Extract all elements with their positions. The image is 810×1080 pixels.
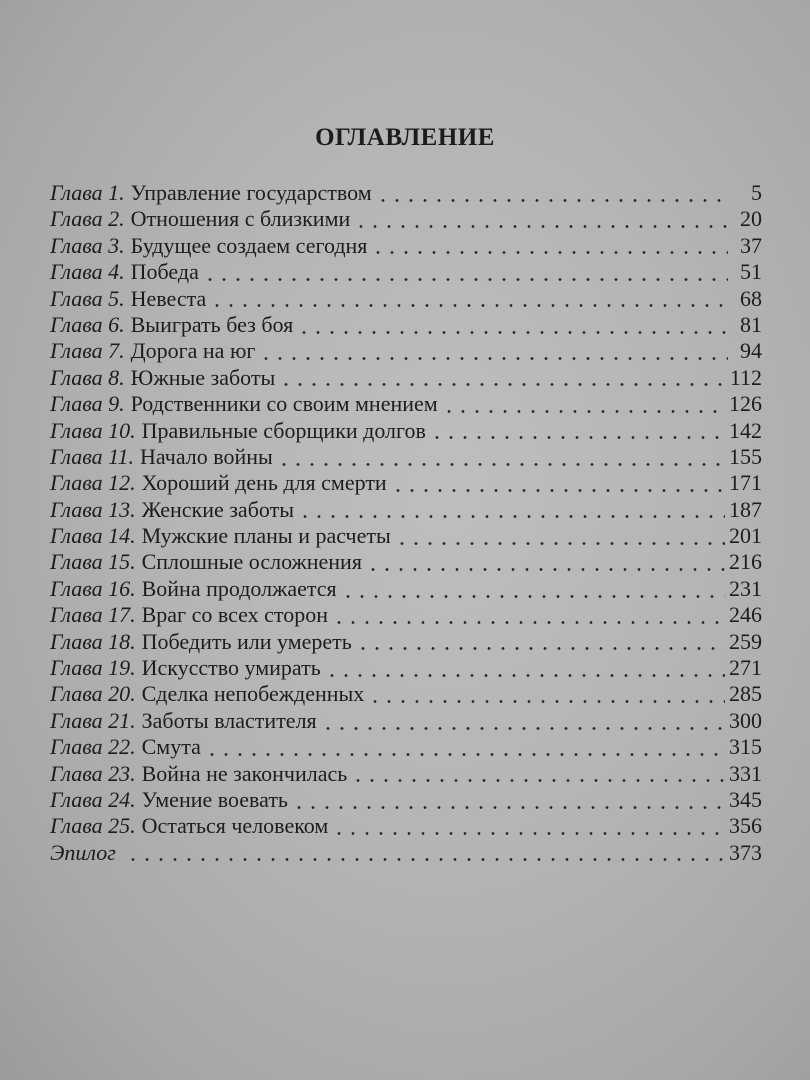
toc-entry-12 <box>50 470 762 496</box>
chapter-label: Глава 1. <box>50 180 125 205</box>
page-number: 216 <box>729 549 762 575</box>
page-number: 201 <box>729 523 762 549</box>
dot-leader <box>371 251 728 254</box>
page-number: 271 <box>729 655 762 681</box>
toc-entry-8 <box>50 365 762 391</box>
chapter-label: Глава 25. <box>50 813 136 839</box>
dot-leader <box>376 199 728 202</box>
chapter-label: Глава 8. <box>50 364 125 390</box>
page-number: 112 <box>729 364 762 390</box>
page-number: 345 <box>729 786 762 812</box>
chapter-title: Начало войны <box>139 443 273 469</box>
chapter-title: Умение воевать <box>141 786 288 812</box>
page-number: 126 <box>729 391 762 417</box>
chapter-label: Глава 7. <box>50 338 125 364</box>
chapter-title: Будущее создаем сегодня <box>130 232 368 258</box>
chapter-title: Дорога на юг <box>130 338 256 364</box>
chapter-title: Женские заботы <box>141 496 294 522</box>
toc-entry-23 <box>50 761 762 787</box>
chapter-label: Глава 16. <box>50 575 136 601</box>
toc-entry-13 <box>50 497 762 523</box>
chapter-label: Глава 15. <box>50 549 136 575</box>
toc-entry-1 <box>50 180 762 206</box>
chapter-label: Глава 22. <box>50 734 136 760</box>
chapter-title: Отношения с близкими <box>130 206 351 232</box>
dot-leader <box>210 304 728 307</box>
toc-entry-15 <box>50 549 762 575</box>
chapter-title: Заботы властителя <box>141 707 317 733</box>
dot-leader <box>321 727 725 730</box>
chapter-label: Глава 17. <box>50 602 136 628</box>
page-number: 285 <box>729 681 762 707</box>
chapter-title: Хороший день для смерти <box>141 470 387 496</box>
chapter-title: Смута <box>141 734 201 760</box>
toc-entry-21 <box>50 708 762 734</box>
chapter-title: Победа <box>130 259 199 285</box>
toc-entry-6 <box>50 312 762 338</box>
dot-leader <box>205 753 725 756</box>
toc-entry-3 <box>50 233 762 259</box>
page-number: 187 <box>729 496 762 522</box>
toc-entry-17 <box>50 602 762 628</box>
dot-leader <box>332 621 725 624</box>
chapter-title: Южные заботы <box>130 364 276 390</box>
page-number: 37 <box>740 232 762 258</box>
chapter-label: Глава 2. <box>50 206 125 232</box>
toc-entry-11 <box>50 444 762 470</box>
chapter-label: Глава 18. <box>50 628 136 654</box>
chapter-title: Остаться человеком <box>141 813 329 839</box>
dot-leader <box>356 647 725 650</box>
toc-entry-16 <box>50 576 762 602</box>
chapter-label: Глава 10. <box>50 417 136 443</box>
page-number: 171 <box>729 470 762 496</box>
dot-leader <box>298 515 725 518</box>
toc-entry-18 <box>50 629 762 655</box>
page-number: 51 <box>740 259 762 285</box>
toc-entry-2 <box>50 206 762 232</box>
chapter-title: Война не закончилась <box>141 760 348 786</box>
dot-leader <box>297 331 728 334</box>
chapter-title: Мужские планы и расчеты <box>141 523 391 549</box>
table-of-contents <box>50 180 762 866</box>
toc-entry-7 <box>50 338 762 364</box>
dot-leader <box>126 858 725 861</box>
chapter-label: Глава 5. <box>50 285 125 311</box>
dot-leader <box>430 436 725 439</box>
dot-leader <box>325 674 725 677</box>
chapter-label: Глава 14. <box>50 523 136 549</box>
toc-entry-14 <box>50 523 762 549</box>
page-number: 331 <box>729 760 762 786</box>
dot-leader <box>259 357 728 360</box>
chapter-title: Родственники со своим мнением <box>130 391 438 417</box>
chapter-label: Глава 24. <box>50 786 136 812</box>
chapter-label: Глава 19. <box>50 655 136 681</box>
chapter-label: Глава 21. <box>50 707 136 733</box>
chapter-title: Сделка непобежденных <box>141 681 365 707</box>
dot-leader <box>442 410 725 413</box>
chapter-title: Война продолжается <box>141 575 337 601</box>
dot-leader <box>279 383 726 386</box>
page-number: 155 <box>729 443 762 469</box>
chapter-label: Глава 9. <box>50 391 125 417</box>
page-number: 142 <box>729 417 762 443</box>
chapter-label: Глава 13. <box>50 496 136 522</box>
dot-leader <box>351 779 725 782</box>
page-title: ОГЛАВЛЕНИЕ <box>315 124 495 151</box>
dot-leader <box>203 278 728 281</box>
chapter-label: Глава 12. <box>50 470 136 496</box>
dot-leader <box>332 832 725 835</box>
dot-leader <box>368 700 725 703</box>
chapter-label: Эпилог <box>50 839 116 865</box>
toc-entry-9 <box>50 391 762 417</box>
page-number: 94 <box>740 338 762 364</box>
chapter-title: Выиграть без боя <box>130 311 294 337</box>
chapter-label: Глава 20. <box>50 681 136 707</box>
chapter-title: Искусство умирать <box>141 655 321 681</box>
dot-leader <box>366 568 725 571</box>
page-number: 81 <box>740 311 762 337</box>
chapter-title: Правильные сборщики долгов <box>141 417 426 443</box>
toc-entry-20 <box>50 681 762 707</box>
chapter-label: Глава 23. <box>50 760 136 786</box>
toc-entry-4 <box>50 259 762 285</box>
toc-entry-24 <box>50 787 762 813</box>
toc-entry-26 <box>50 840 762 866</box>
page-number: 20 <box>740 206 762 232</box>
chapter-title: Управление государством <box>130 180 372 205</box>
dot-leader <box>292 806 725 809</box>
toc-entry-22 <box>50 734 762 760</box>
dot-leader <box>354 225 728 228</box>
chapter-label: Глава 3. <box>50 232 125 258</box>
chapter-title: Победить или умереть <box>141 628 352 654</box>
chapter-title: Невеста <box>130 285 207 311</box>
chapter-label: Глава 11. <box>50 443 134 469</box>
page-number: 356 <box>729 813 762 839</box>
chapter-title: Сплошные осложнения <box>141 549 362 575</box>
toc-entry-10 <box>50 418 762 444</box>
dot-leader <box>277 463 725 466</box>
page-number: 246 <box>729 602 762 628</box>
chapter-label: Глава 4. <box>50 259 125 285</box>
page-number: 373 <box>729 839 762 865</box>
page-number: 5 <box>751 180 762 205</box>
page-number: 259 <box>729 628 762 654</box>
chapter-label: Глава 6. <box>50 311 125 337</box>
page-number: 315 <box>729 734 762 760</box>
page-number: 68 <box>740 285 762 311</box>
page-number: 300 <box>729 707 762 733</box>
chapter-title: Враг со всех сторон <box>141 602 328 628</box>
dot-leader <box>395 542 725 545</box>
dot-leader <box>341 595 725 598</box>
page-number: 231 <box>729 575 762 601</box>
toc-entry-19 <box>50 655 762 681</box>
toc-entry-5 <box>50 286 762 312</box>
dot-leader <box>391 489 725 492</box>
toc-entry-25 <box>50 813 762 839</box>
